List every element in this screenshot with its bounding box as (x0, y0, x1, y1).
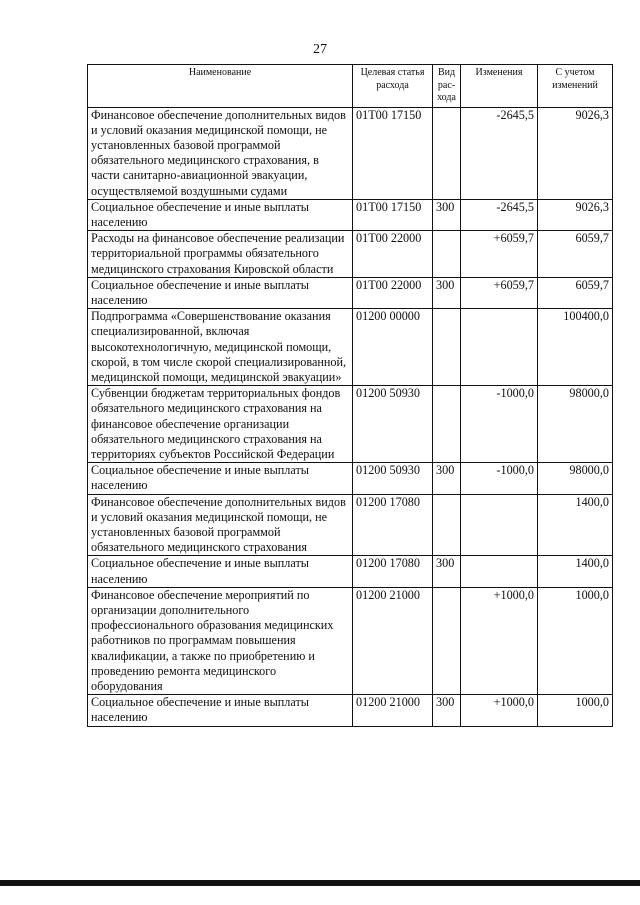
row-change: +1000,0 (461, 695, 538, 726)
row-total: 6059,7 (538, 277, 613, 308)
footer-bar (0, 880, 640, 886)
header-name: Наименование (88, 65, 353, 108)
row-code: 01Т00 17150 (353, 199, 433, 230)
row-name: Социальное обеспечение и иные выплаты населению (88, 277, 353, 308)
page-number: 27 (313, 42, 327, 57)
header-total: С учетом изменений (538, 65, 613, 108)
row-name: Социальное обеспечение и иные выплаты населению (88, 463, 353, 494)
row-name: Социальное обеспечение и иные выплаты населению (88, 556, 353, 587)
table-row (88, 587, 613, 694)
row-name: Социальное обеспечение и иные выплаты населению (88, 199, 353, 230)
row-total: 9026,3 (538, 199, 613, 230)
row-total: 1000,0 (538, 695, 613, 726)
header-code: Целевая статья расхода (353, 65, 433, 108)
table-row (88, 386, 613, 463)
table-header-row (88, 65, 613, 108)
table-row (88, 494, 613, 556)
row-name: Финансовое обеспечение дополнительных видов и условий оказания медицинской помощи, не установленных базовой программой обязательного медицинского страхования (88, 494, 353, 556)
row-vid: 300 (433, 556, 461, 587)
row-code: 01200 50930 (353, 463, 433, 494)
row-vid (433, 107, 461, 199)
row-vid (433, 309, 461, 386)
row-total: 6059,7 (538, 231, 613, 278)
row-code: 01200 17080 (353, 556, 433, 587)
header-vid: Вид рас-хода (433, 65, 461, 108)
row-vid (433, 494, 461, 556)
row-change: -1000,0 (461, 386, 538, 463)
row-name: Социальное обеспечение и иные выплаты населению (88, 695, 353, 726)
row-change: -2645,5 (461, 199, 538, 230)
row-total: 98000,0 (538, 386, 613, 463)
row-vid: 300 (433, 199, 461, 230)
row-change: +6059,7 (461, 231, 538, 278)
row-code: 01200 50930 (353, 386, 433, 463)
row-name: Подпрограмма «Совершенствование оказания специализированной, включая высокотехнологичную, медицинской помощи, скорой, в том числе скорой специализированной, медицинской помощи, медицинской эвакуации» (88, 309, 353, 386)
row-total: 9026,3 (538, 107, 613, 199)
row-vid: 300 (433, 277, 461, 308)
row-vid: 300 (433, 463, 461, 494)
row-total: 1000,0 (538, 587, 613, 694)
row-total: 100400,0 (538, 309, 613, 386)
row-vid (433, 587, 461, 694)
table-row (88, 695, 613, 726)
row-change: -2645,5 (461, 107, 538, 199)
table-row (88, 199, 613, 230)
table-row (88, 309, 613, 386)
row-change (461, 556, 538, 587)
table-row (88, 556, 613, 587)
row-change: +1000,0 (461, 587, 538, 694)
row-vid: 300 (433, 695, 461, 726)
budget-table (87, 64, 613, 727)
row-total: 98000,0 (538, 463, 613, 494)
row-name: Расходы на финансовое обеспечение реализации территориальной программы обязательного медицинского страхования Кировской области (88, 231, 353, 278)
row-code: 01200 17080 (353, 494, 433, 556)
table-row (88, 107, 613, 199)
row-vid (433, 231, 461, 278)
table-row (88, 231, 613, 278)
row-name: Финансовое обеспечение мероприятий по организации дополнительного профессионального образования медицинских работников по программам повышения квалификации, а также по приобретению и проведению ремонта медицинского оборудования (88, 587, 353, 694)
row-vid (433, 386, 461, 463)
row-code: 01200 00000 (353, 309, 433, 386)
row-name: Финансовое обеспечение дополнительных видов и условий оказания медицинской помощи, не установленных базовой программой обязательного медицинского страхования, в части санитарно-авиационной эвакуации, осуществляемой воздушными судами (88, 107, 353, 199)
row-name: Субвенции бюджетам территориальных фондов обязательного медицинского страхования на финансовое обеспечение организации обязательного медицинского страхования на территориях субъектов Российской Федерации (88, 386, 353, 463)
row-change: -1000,0 (461, 463, 538, 494)
row-code: 01Т00 22000 (353, 231, 433, 278)
row-change (461, 309, 538, 386)
table-body (88, 107, 613, 726)
row-change (461, 494, 538, 556)
table-row (88, 277, 613, 308)
row-code: 01200 21000 (353, 695, 433, 726)
row-change: +6059,7 (461, 277, 538, 308)
row-code: 01200 21000 (353, 587, 433, 694)
table-row (88, 463, 613, 494)
row-code: 01Т00 17150 (353, 107, 433, 199)
row-code: 01Т00 22000 (353, 277, 433, 308)
row-total: 1400,0 (538, 494, 613, 556)
row-total: 1400,0 (538, 556, 613, 587)
header-change: Изменения (461, 65, 538, 108)
